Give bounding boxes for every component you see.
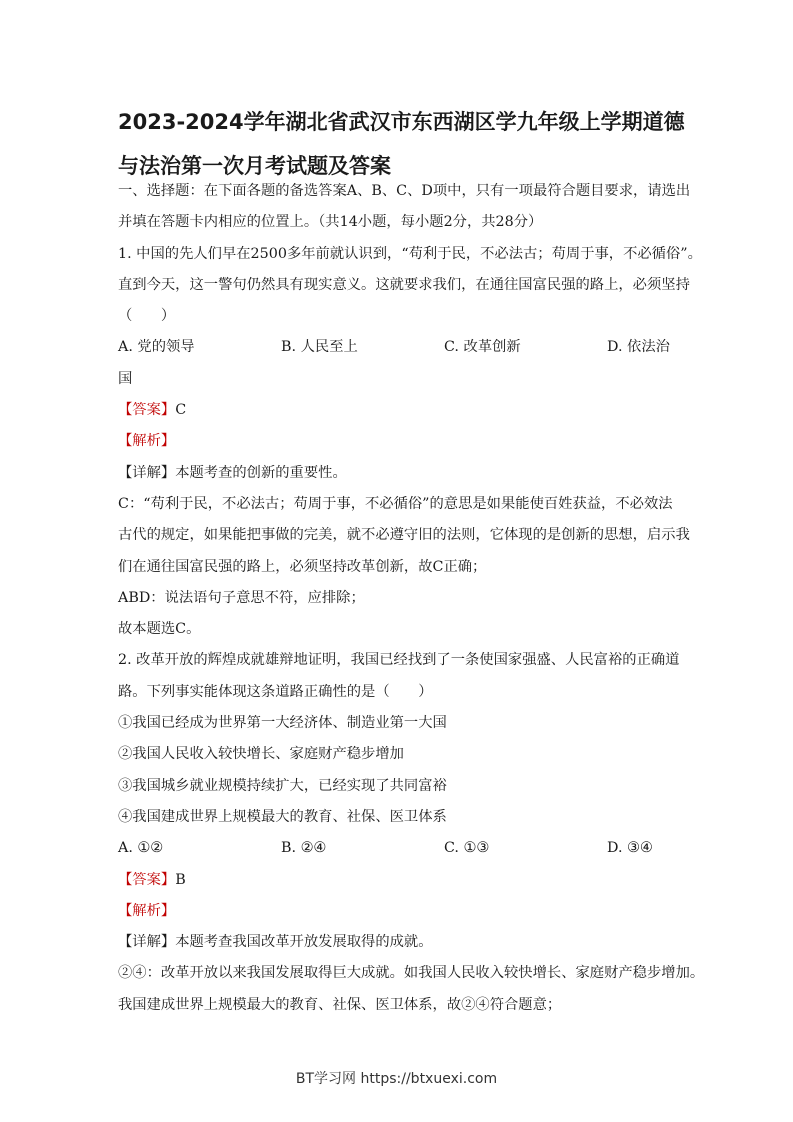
q2-analysis-tag: 【解析】 xyxy=(118,902,176,919)
footer-watermark: BT学习网 https://btxuexi.com xyxy=(295,1071,498,1087)
q2-stem-line-1: 2. 改革开放的辉煌成就雄辩地证明，我国已经找到了一条使国家强盛、人民富裕的正确道 xyxy=(118,652,680,669)
q1-stem-line-1: 1. 中国的先人们早在2500多年前就认识到，“苟利于民，不必法古；苟周于事，不必循俗”。 xyxy=(118,245,702,262)
q1-option-d-wrap: 国 xyxy=(118,370,133,387)
section-instruction-line-1: 一、选择题：在下面各题的备选答案A、B、C、D项中，只有一项最符合题目要求，请选出 xyxy=(118,183,691,199)
q2-answer-tag: 【答案】 xyxy=(118,871,176,888)
document-body xyxy=(118,176,705,1021)
q2-explanation-line-2: 我国建成世界上规模最大的教育、社保、医卫体系，故②④符合题意； xyxy=(118,996,562,1013)
q2-detail-tag: 【详解】 xyxy=(118,934,176,951)
q1-detail-tag: 【详解】 xyxy=(118,464,176,481)
question-2 xyxy=(118,645,705,1021)
q1-detail-text: 本题考查的创新的重要性。 xyxy=(175,464,347,481)
q2-item-3: ③我国城乡就业规模持续扩大，已经实现了共同富裕 xyxy=(118,777,447,794)
q1-stem-line-2: 直到今天，这一警句仍然具有现实意义。这就要求我们，在通往国富民强的路上，必须坚持 xyxy=(118,276,690,293)
title-line-2: 与法治第一次月考试题及答案 xyxy=(118,154,391,178)
q1-options xyxy=(118,332,688,363)
q1-explanation-line-5: 故本题选C。 xyxy=(118,621,201,638)
q2-analysis xyxy=(118,896,688,927)
question-1 xyxy=(118,239,702,646)
q2-option-a: A. ①② xyxy=(118,840,164,857)
q1-analysis xyxy=(118,426,688,457)
q1-option-c: C. 改革创新 xyxy=(444,339,521,356)
document-title xyxy=(118,100,688,188)
q2-option-b: B. ②④ xyxy=(281,840,327,857)
q1-option-a: A. 党的领导 xyxy=(118,339,195,356)
q1-answer-tag: 【答案】 xyxy=(118,402,176,419)
q2-stem-line-2: 路。下列事实能体现这条道路正确性的是（ ） xyxy=(118,683,433,700)
q2-option-d: D. ③④ xyxy=(607,840,653,857)
q1-answer-value: C xyxy=(175,402,187,419)
q1-analysis-tag: 【解析】 xyxy=(118,433,176,450)
q2-answer-value: B xyxy=(175,871,186,888)
q1-explanation-line-2: 古代的规定，如果能把事做的完美，就不必遵守旧的法则，它体现的是创新的思想，启示我 xyxy=(118,527,690,544)
q2-answer xyxy=(118,865,688,896)
q2-option-c: C. ①③ xyxy=(444,840,490,857)
q2-detail-text: 本题考查我国改革开放发展取得的成就。 xyxy=(175,934,433,951)
q2-detail xyxy=(118,927,688,958)
q2-item-2: ②我国人民收入较快增长、家庭财产稳步增加 xyxy=(118,746,404,763)
q1-explanation-line-4: ABD：说法语句子意思不符，应排除； xyxy=(118,589,365,606)
title-line-1: 2023-2024学年湖北省武汉市东西湖区学九年级上学期道德 xyxy=(118,110,685,134)
section-instruction-line-2: 并填在答题卡内相应的位置上。（共14小题，每小题2分，共28分） xyxy=(118,214,543,231)
q1-explanation-line-3: 们在通往国富民强的路上，必须坚持改革创新，故C正确； xyxy=(118,558,487,575)
q2-explanation-line-1: ②④：改革开放以来我国发展取得巨大成就。如我国人民收入较快增长、家庭财产稳步增加。 xyxy=(118,965,705,982)
q2-item-4: ④我国建成世界上规模最大的教育、社保、医卫体系 xyxy=(118,808,447,825)
q1-detail xyxy=(118,458,688,489)
q1-answer xyxy=(118,395,688,426)
q1-explanation-line-1: C：“苟利于民，不必法古；苟周于事，不必循俗”的意思是如果能使百姓获益，不必效法 xyxy=(118,495,673,512)
q1-stem-line-3: （ ） xyxy=(118,308,176,325)
q2-options xyxy=(118,833,688,864)
q1-option-d: D. 依法治 xyxy=(607,339,670,356)
q2-item-1: ①我国已经成为世界第一大经济体、制造业第一大国 xyxy=(118,715,447,732)
q1-option-b: B. 人民至上 xyxy=(281,339,358,356)
